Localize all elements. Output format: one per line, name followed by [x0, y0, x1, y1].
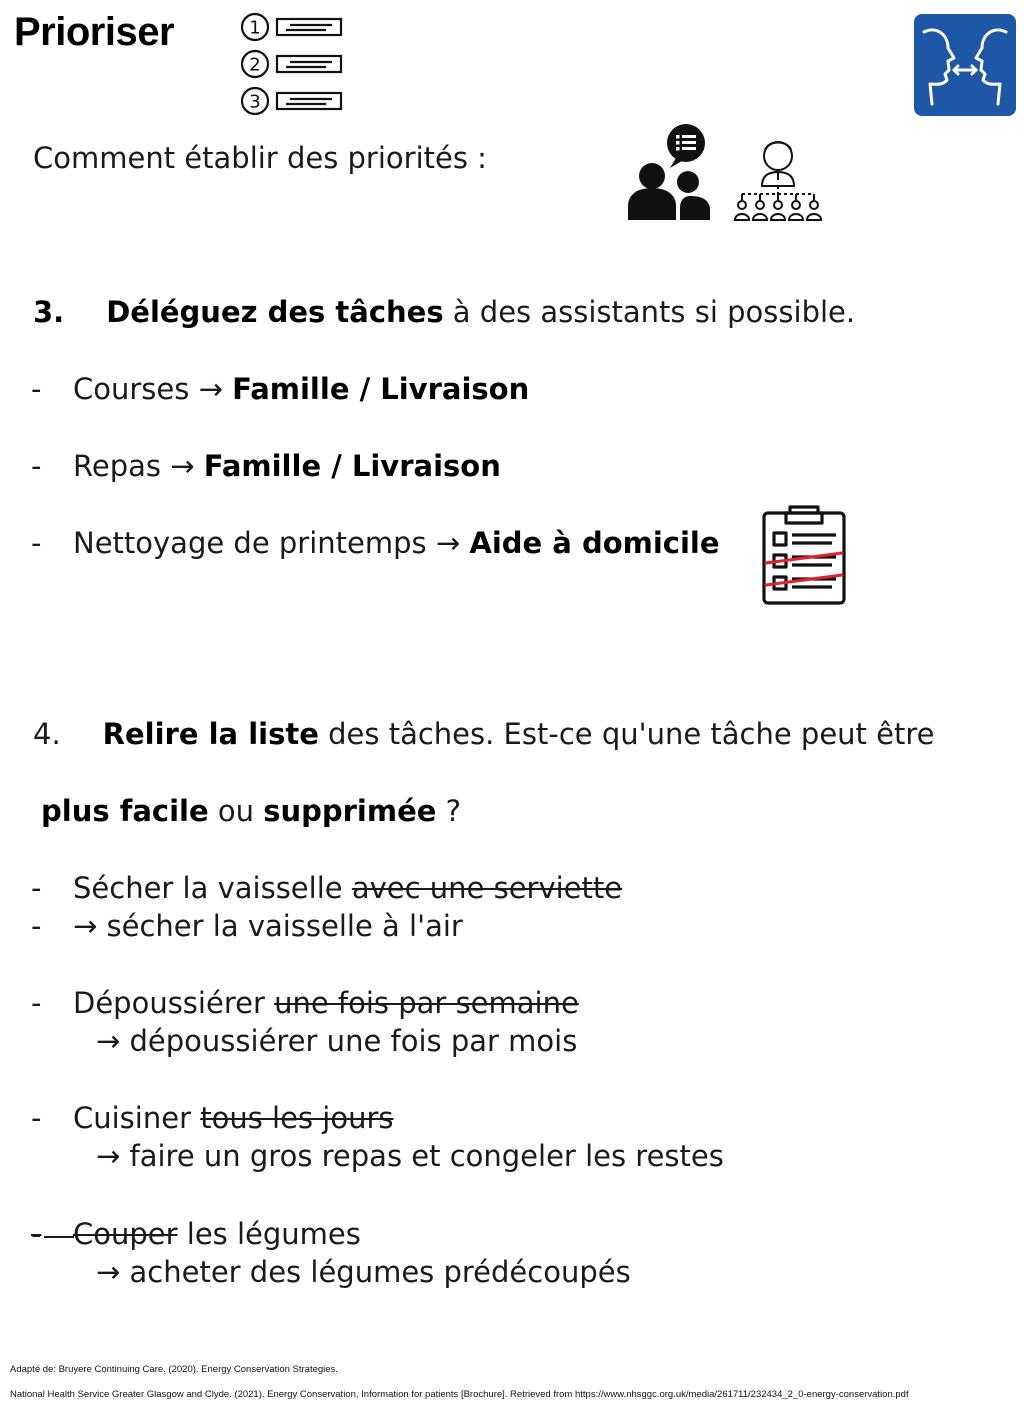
- list-dash: -: [31, 909, 42, 943]
- intro-text: Comment établir des priorités :: [33, 141, 487, 175]
- struck-text: tous les jours: [200, 1101, 394, 1135]
- section-number: 4.: [33, 717, 61, 751]
- list-dash: -: [31, 449, 42, 483]
- list-item-text: Repas →: [73, 449, 204, 483]
- list-item-text: Sécher la vaisselle: [73, 871, 352, 905]
- section-4-bold: Relire la liste: [102, 717, 319, 751]
- question-mark: ?: [436, 794, 462, 828]
- list-item-alternative: → dépoussiérer une fois par mois: [96, 1024, 578, 1058]
- page-title: Prioriser: [14, 10, 175, 54]
- list-dash: -: [31, 372, 42, 406]
- section-4-heading-line2: [41, 794, 461, 828]
- list-item: [73, 449, 501, 483]
- list-item-text: Nettoyage de printemps →: [73, 526, 470, 560]
- delegation-hierarchy-icon: [732, 134, 824, 226]
- reference-1: Adapté de: Bruyere Continuing Care. (2020). Energy Conservation Strategies.: [10, 1364, 338, 1375]
- list-item-bold: Famille / Livraison: [203, 449, 501, 483]
- list-item: [73, 526, 720, 560]
- section-3-heading: [33, 295, 855, 329]
- list-item-text: Courses →: [73, 372, 233, 406]
- list-number: 2: [249, 54, 261, 76]
- list-item-bold: Aide à domicile: [469, 526, 720, 560]
- list-number: 1: [249, 17, 261, 39]
- section-4-rest: des tâches. Est-ce qu'une tâche peut être: [318, 717, 935, 751]
- list-dash: -: [31, 871, 42, 905]
- reference-2: National Health Service Greater Glasgow and Clyde. (2021). Energy Conservation, Information for patients [Brochure]. Retrieved from https://www.nhsggc.org.uk/media/261711/232434_2_0-energy-conservation.pdf: [10, 1389, 909, 1400]
- emphasis: supprimée: [263, 794, 437, 828]
- face-to-face-communication-icon: [914, 14, 1016, 116]
- section-4-heading: [33, 717, 935, 751]
- connector: ou: [208, 794, 264, 828]
- struck-text: une fois par semaine: [274, 986, 579, 1020]
- list-item-alternative: → acheter des légumes prédécoupés: [96, 1255, 631, 1289]
- emphasis: plus facile: [41, 794, 209, 828]
- clipboard-checklist-icon: [760, 503, 848, 607]
- section-3-bold: Déléguez des tâches: [106, 295, 444, 329]
- list-item: [73, 372, 529, 406]
- list-item-alternative: → faire un gros repas et congeler les restes: [96, 1139, 724, 1173]
- struck-text: avec une serviette: [351, 871, 623, 905]
- section-3-rest: à des assistants si possible.: [443, 295, 856, 329]
- group-chat-icon: [624, 124, 714, 224]
- numbered-list-icon: [238, 12, 346, 116]
- list-item-bold: Famille / Livraison: [232, 372, 530, 406]
- list-item: → sécher la vaisselle à l'air: [73, 909, 463, 943]
- list-item: [73, 986, 579, 1020]
- list-item: [73, 1101, 393, 1135]
- list-item-text: Dépoussiérer: [73, 986, 275, 1020]
- list-number: 3: [249, 91, 261, 113]
- list-dash: -: [31, 526, 42, 560]
- list-dash: -: [31, 1101, 42, 1135]
- list-item-text: les légumes: [177, 1217, 361, 1251]
- list-item-text: Cuisiner: [73, 1101, 201, 1135]
- list-item: [73, 871, 622, 905]
- list-item: [73, 1217, 361, 1251]
- list-dash: -: [31, 1217, 42, 1251]
- struck-text: Couper: [73, 1217, 178, 1251]
- strike-line: [44, 1236, 74, 1238]
- list-dash: -: [31, 986, 42, 1020]
- section-number: 3.: [33, 295, 65, 329]
